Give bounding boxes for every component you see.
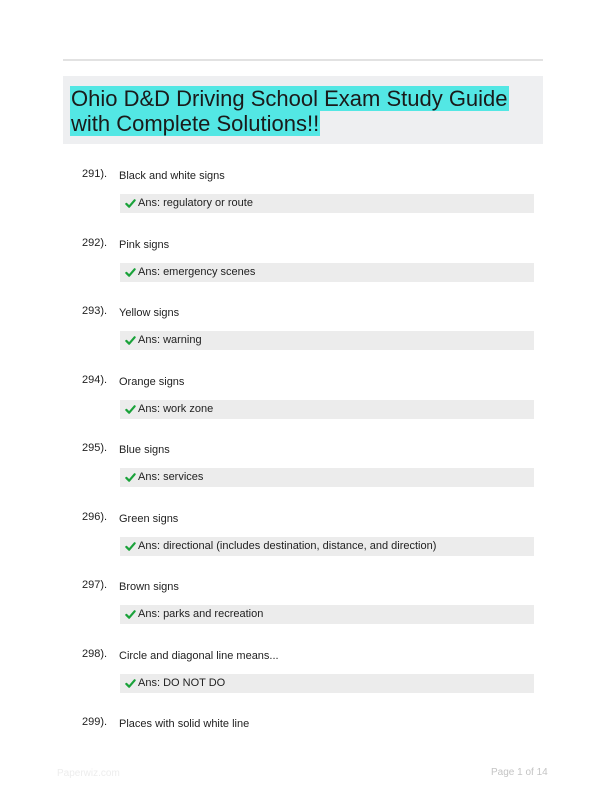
check-icon bbox=[125, 404, 136, 415]
qa-item bbox=[0, 511, 606, 571]
page-number: Page 1 of 14 bbox=[491, 767, 548, 778]
question-number: 295). bbox=[82, 442, 108, 454]
check-icon bbox=[125, 198, 136, 209]
check-icon bbox=[125, 609, 136, 620]
top-divider bbox=[63, 59, 543, 61]
question-text: Places with solid white line bbox=[119, 718, 250, 730]
question-text: Brown signs bbox=[119, 581, 179, 593]
check-icon bbox=[125, 335, 136, 346]
question-number: 298). bbox=[82, 647, 108, 660]
check-icon bbox=[125, 267, 136, 278]
answer-box bbox=[120, 263, 534, 282]
answer-box bbox=[120, 400, 534, 419]
footer-watermark: Paperwiz.com bbox=[57, 768, 120, 779]
answer-box bbox=[120, 194, 534, 213]
answer-box bbox=[120, 537, 534, 556]
question-text: Yellow signs bbox=[119, 307, 180, 319]
answer-text: Ans: warning bbox=[138, 334, 202, 346]
answer-box bbox=[120, 605, 534, 624]
answer-box bbox=[120, 674, 534, 693]
qa-item bbox=[0, 374, 606, 434]
answer-box bbox=[120, 331, 534, 350]
answer-text: Ans: regulatory or route bbox=[138, 197, 253, 209]
question-number: 299). bbox=[82, 716, 108, 728]
question-text: Green signs bbox=[119, 512, 179, 525]
qa-item bbox=[0, 168, 606, 228]
check-icon bbox=[125, 541, 136, 552]
qa-item bbox=[0, 237, 606, 297]
qa-item bbox=[0, 579, 606, 639]
answer-box bbox=[120, 468, 534, 487]
answer-text: Ans: emergency scenes bbox=[138, 265, 256, 278]
question-number: 291). bbox=[82, 168, 108, 180]
answer-text: Ans: parks and recreation bbox=[138, 608, 264, 620]
question-text: Black and white signs bbox=[119, 170, 225, 182]
qa-item bbox=[0, 305, 606, 365]
answer-text: Ans: DO NOT DO bbox=[138, 676, 226, 689]
answer-text: Ans: work zone bbox=[138, 402, 214, 415]
page-title: Ohio D&D Driving School Exam Study Guide with Complete Solutions!! bbox=[71, 86, 508, 136]
answer-text: Ans: directional (includes destination, distance, and direction) bbox=[138, 539, 437, 552]
question-number: 297). bbox=[82, 579, 108, 591]
check-icon bbox=[125, 472, 136, 483]
qa-item bbox=[0, 648, 606, 708]
qa-item bbox=[0, 442, 606, 502]
question-number: 296). bbox=[82, 510, 108, 523]
question-text: Circle and diagonal line means... bbox=[119, 649, 279, 662]
question-text: Orange signs bbox=[119, 375, 185, 388]
question-text: Blue signs bbox=[119, 444, 170, 456]
check-icon bbox=[125, 678, 136, 689]
question-number: 293). bbox=[82, 305, 108, 317]
question-number: 294). bbox=[82, 373, 108, 386]
question-number: 292). bbox=[82, 236, 108, 249]
question-text: Pink signs bbox=[119, 238, 170, 251]
answer-text: Ans: services bbox=[138, 471, 204, 483]
